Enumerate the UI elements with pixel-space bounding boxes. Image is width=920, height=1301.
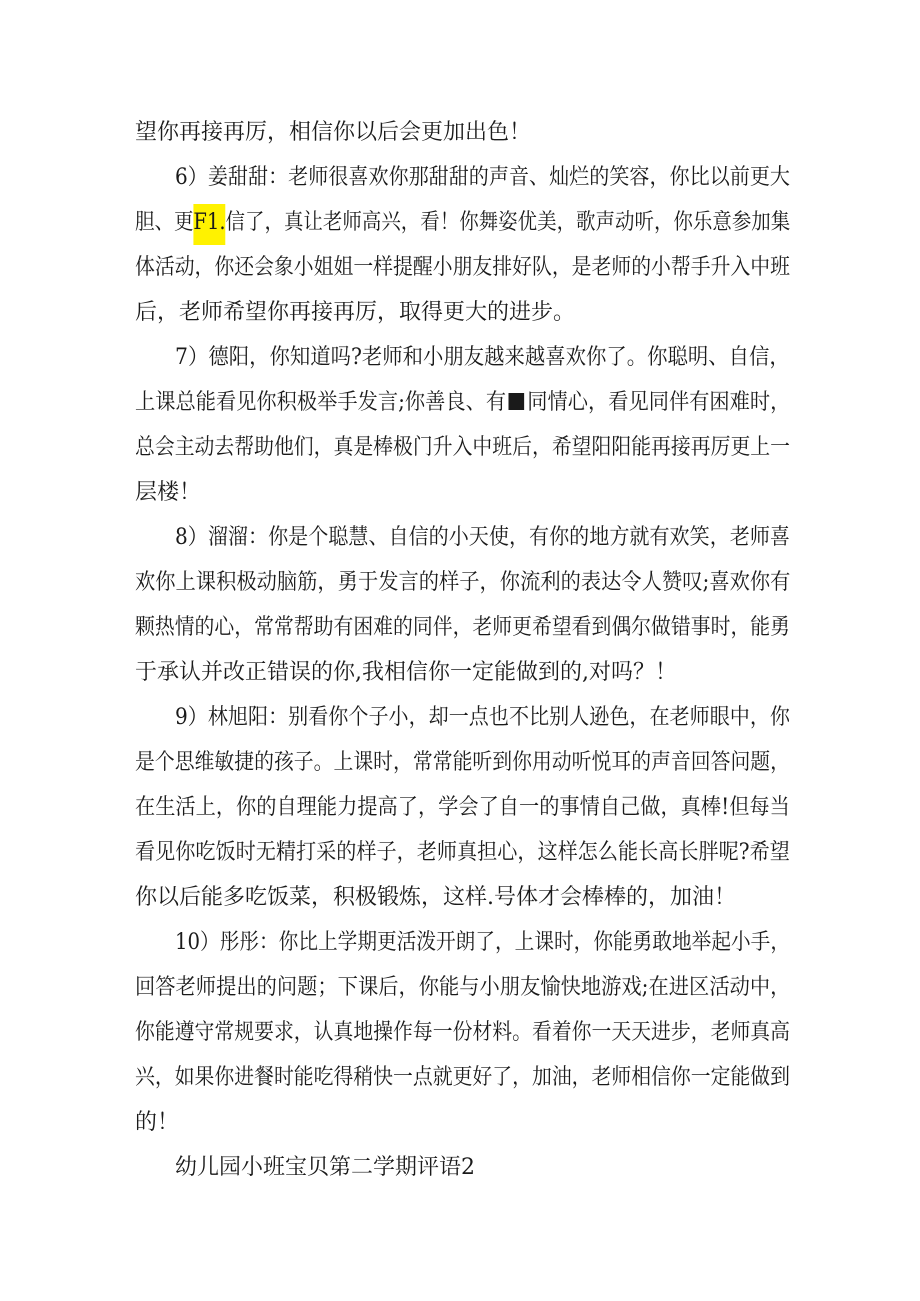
paragraph-9-start: 9）林旭阳：别看你个子小，却一点也不比别人逊色，在老师眼中，你 [175, 705, 790, 730]
paragraph-10-start: 10）彤彤：你比上学期更活泼开朗了，上课时，你能勇敢地举起小手， [175, 930, 790, 955]
text-line: 总会主动去帮助他们，真是棒极门升入中班后，希望阳阳能再接再厉更上一 [135, 435, 791, 460]
text-line: 回答老师提出的问题；下课后，你能与小朋友愉快地游戏;在进区活动中， [135, 975, 791, 1000]
text-line: 颗热情的心，常常帮助有困难的同伴，老师更希望看到偶尔做错事时，能勇 [135, 615, 791, 640]
text-line-with-box [135, 388, 790, 418]
text-line: 兴，如果你进餐时能吃得稍快一点就更好了，加油，老师相信你一定能做到 [135, 1065, 791, 1090]
black-square-icon [509, 393, 525, 410]
text-line: 层楼！ [135, 480, 202, 505]
text-line: 望你再接再厉，相信你以后会更加出色！ [135, 120, 532, 145]
text-line: 你能遵守常规要求，认真地操作每一份材料。看着你一天天进步，老师真高 [135, 1020, 791, 1045]
paragraph-6-start: 6）姜甜甜：老师很喜欢你那甜甜的声音、灿烂的笑容，你比以前更大 [175, 165, 790, 190]
text-segment: 上课总能看见你积极举手发言;你善良、有 [135, 390, 507, 415]
text-line: 的！ [135, 1110, 180, 1135]
text-line: 是个思维敏捷的孩子。上课时，常常能听到你用动听悦耳的声音回答问题， [135, 750, 791, 775]
text-line: 后，老师希望你再接再厉，取得更大的进步。 [135, 300, 576, 325]
text-line: 欢你上课积极动脑筋，勇于发言的样子，你流利的表达令人赞叹;喜欢你有 [135, 570, 791, 595]
highlight-mark: F1. [193, 204, 225, 245]
text-segment: 同情心，看见同伴有困难时， [527, 390, 791, 415]
text-line: 在生活上，你的自理能力提高了，学会了自一的事情自己做，真棒!但每当 [135, 795, 790, 820]
paragraph-8-start: 8）溜溜：你是个聪慧、自信的小天使，有你的地方就有欢笑，老师喜 [175, 525, 790, 550]
text-segment: 信了，真让老师高兴，看！你舞姿优美，歌声动听，你乐意参加集 [225, 210, 791, 235]
text-line-highlighted [135, 208, 790, 238]
text-line: 你以后能多吃饭菜，积极锻炼，这样.号体才会棒棒的，加油！ [135, 885, 736, 910]
paragraph-7-start: 7）德阳，你知道吗?老师和小朋友越来越喜欢你了。你聪明、自信， [175, 345, 790, 370]
text-line: 于承认并改正错误的你,我相信你一定能做到的,对吗？！ [135, 660, 677, 685]
text-segment: 胆、更 [135, 210, 194, 235]
text-line: 体活动，你还会象小姐姐一样提醒小朋友排好队，是老师的小帮手升入中班 [135, 255, 791, 280]
text-line: 看见你吃饭时无精打采的样子，老师真担心，这样怎么能长高长胖呢?希望 [135, 840, 790, 865]
section-heading: 幼儿园小班宝贝第二学期评语2 [175, 1155, 475, 1180]
